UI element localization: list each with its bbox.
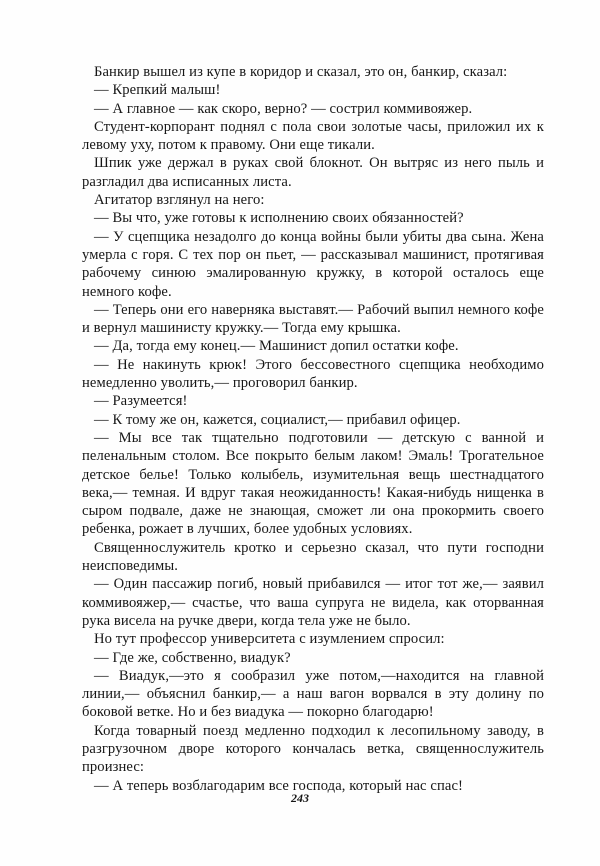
paragraph: — Теперь они его наверняка выставят.— Рабочий выпил немного кофе и вернул машинисту кружку.— Тогда ему крышка.	[82, 301, 544, 337]
paragraph: — А теперь возблагодарим все господа, который нас спас!	[94, 777, 463, 794]
paragraph: Агитатор взглянул на него:	[94, 192, 265, 209]
paragraph: — Не накинуть крюк! Этого бессовестного сцепщика необходимо немедленно уволить,— проговорил банкир.	[82, 356, 544, 392]
paragraph: — Виадук,—это я сообразил уже потом,—находится на главной линии,— объяснил банкир,— а наш вагон ворвался в эту долину по боковой ветке. Но и без виадука — покорно благодарю!	[82, 667, 544, 721]
paragraph: Священнослужитель кротко и серьезно сказал, что пути господни неисповедимы.	[82, 539, 544, 575]
body-text	[82, 63, 544, 795]
paragraph: — Где же, собственно, виадук?	[94, 649, 291, 666]
paragraph: — Вы что, уже готовы к исполнению своих обязанностей?	[94, 210, 464, 227]
paragraph: — Да, тогда ему конец.— Машинист допил остатки кофе.	[94, 338, 459, 355]
paragraph: — К тому же он, кажется, социалист,— прибавил офицер.	[94, 411, 461, 428]
paragraph: — Разумеется!	[94, 393, 188, 410]
paragraph: Студент-корпорант поднял с пола свои золотые часы, приложил их к левому уху, потом к правому. Они еще тикали.	[82, 118, 544, 154]
paragraph: — У сцепщика незадолго до конца войны были убиты два сына. Жена умерла с горя. С тех пор он пьет, — рассказывал машинист, протягивая рабочему синюю эмалированную кружку, в которой осталось еще немного кофе.	[82, 228, 544, 300]
paragraph: — Один пассажир погиб, новый прибавился — итог тот же,— заявил коммивояжер,— счастье, что ваша супруга не видела, как оторванная рука висела на ручке двери, когда тела уже не было.	[82, 576, 544, 629]
paragraph: — Крепкий малыш!	[94, 82, 221, 99]
paragraph: Шпик уже держал в руках свой блокнот. Он вытряс из него пыль и разгладил два исписанных листа.	[82, 155, 544, 190]
paragraph: — Мы все так тщательно подготовили — детскую с ванной и пеленальным столом. Все покрыто белым лаком! Эмаль! Трогательное детское белье! Только колыбель, изумительная вещь шестнадцатого века,— темная. И вдруг такая неожиданность! Какая-нибудь нищенка в сыром подвале, даже не знающая, сможет ли она прокормить своего ребенка, рожает в лучших, более удобных условиях.	[82, 429, 544, 538]
paragraph: Когда товарный поезд медленно подходил к лесопильному заводу, в разгрузочном дворе которого кончалась ветка, священнослужитель произнес:	[82, 722, 544, 776]
paragraph: — А главное — как скоро, верно? — сострил коммивояжер.	[94, 100, 473, 117]
paragraph: Но тут профессор университета с изумлением спросил:	[94, 631, 445, 648]
paragraph: Банкир вышел из купе в коридор и сказал, это он, банкир, сказал:	[94, 64, 508, 80]
page-number: 243	[291, 791, 309, 805]
